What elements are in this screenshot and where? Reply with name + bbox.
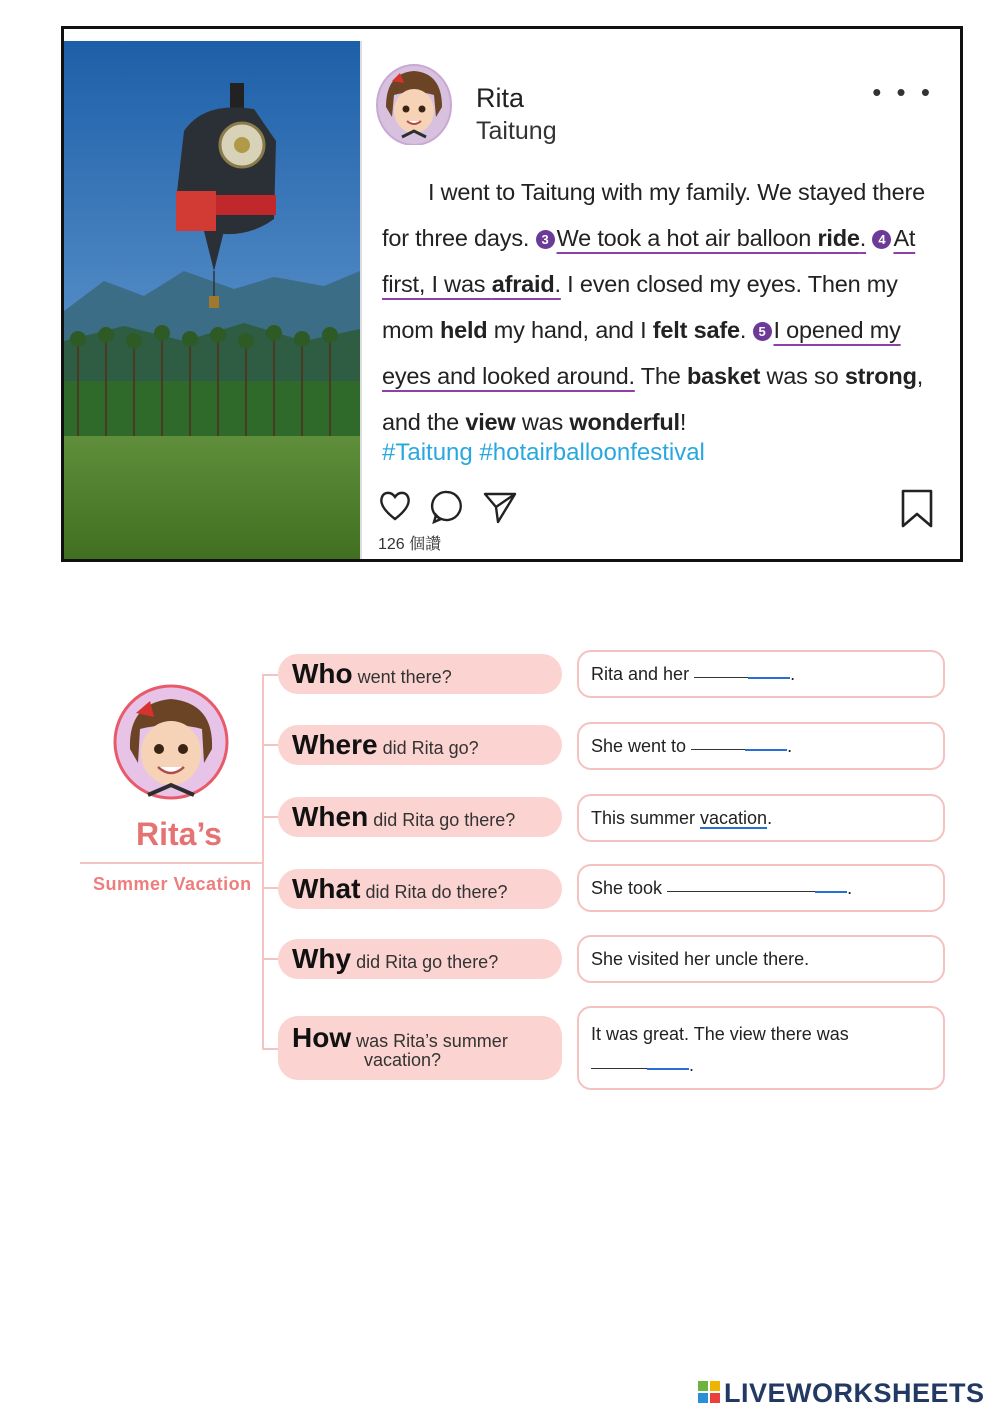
tree-branch — [262, 1048, 278, 1050]
post-content — [360, 41, 960, 559]
answer-when: This summer vacation. — [577, 794, 945, 842]
sentence-3: We took a hot air balloon ride. — [556, 225, 867, 251]
mindmap-title: Rita’s — [136, 816, 222, 852]
title-divider — [80, 862, 262, 864]
answer-what: She took . — [577, 864, 945, 912]
post-hashtags[interactable]: #Taitung #hotairballoonfestival — [382, 439, 705, 466]
tree-branch — [262, 744, 278, 746]
post-location[interactable]: Taitung — [476, 117, 557, 145]
mindmap-subtitle: Summer Vacation — [93, 874, 252, 894]
bookmark-icon[interactable] — [900, 489, 934, 534]
answer-how: It was great. The view there was . — [577, 1006, 945, 1090]
number-badge-3: 3 — [536, 230, 555, 249]
tree-branch — [262, 887, 278, 889]
hot-air-balloon-photo — [64, 41, 360, 562]
comment-icon[interactable] — [430, 489, 464, 530]
tree-branch — [262, 674, 278, 676]
brand-logo-icon — [698, 1381, 720, 1403]
text-intro: I went to Taitung with my family. We stayed there for three days. — [382, 179, 925, 251]
blank-input-who[interactable] — [694, 676, 790, 678]
word-felt-safe: felt safe — [652, 317, 740, 343]
answer-link-vacation[interactable]: vacation — [700, 808, 768, 828]
blank-input-how[interactable] — [591, 1067, 689, 1069]
rita-avatar-large — [112, 683, 230, 801]
share-icon[interactable] — [482, 489, 518, 530]
sentence-4: At first, I was afraid. — [382, 225, 916, 297]
word-held: held — [439, 317, 488, 343]
word-strong: strong — [844, 363, 917, 389]
more-options-icon[interactable]: • • • — [872, 77, 934, 107]
answer-where: She went to . — [577, 722, 945, 770]
blank-input-what[interactable] — [667, 890, 847, 892]
blank-input-where[interactable] — [691, 748, 787, 750]
post-body: I went to Taitung with my family. We stayed there for three days. 3 We took a hot air balloon ride. 4 At first, I was afraid. I even closed my eyes. Then my mom held my hand, and I felt safe. 5 I opened my eyes and looked around. The basket was so strong, and the view was wonderful! — [382, 179, 925, 435]
question-why: Why did Rita go there? — [278, 939, 562, 979]
word-view: view — [465, 409, 516, 435]
tree-branch — [262, 958, 278, 960]
number-badge-5: 5 — [753, 322, 772, 341]
rita-avatar — [376, 59, 452, 145]
question-where: Where did Rita go? — [278, 725, 562, 765]
question-who: Who went there? — [278, 654, 562, 694]
tree-branch — [262, 816, 278, 818]
brand-name: LIVEWORKSHEETS — [724, 1378, 985, 1408]
number-badge-4: 4 — [872, 230, 891, 249]
post-username[interactable]: Rita — [476, 83, 525, 113]
answer-who: Rita and her . — [577, 650, 945, 698]
likes-count: 126 個讚 — [378, 536, 442, 553]
question-how: How was Rita’s summer vacation? — [278, 1016, 562, 1080]
tree-connector — [262, 674, 264, 1050]
heart-icon[interactable] — [378, 489, 412, 528]
question-when: When did Rita go there? — [278, 797, 562, 837]
sentence-5: I opened my eyes and looked around. — [382, 317, 901, 389]
text-after-4: I even closed my eyes. Then my mom — [382, 271, 898, 343]
word-wonderful: wonderful — [569, 409, 680, 435]
word-basket: basket — [686, 363, 761, 389]
question-what: What did Rita do there? — [278, 869, 562, 909]
social-post-card — [61, 26, 963, 562]
answer-why: She visited her uncle there. — [577, 935, 945, 983]
